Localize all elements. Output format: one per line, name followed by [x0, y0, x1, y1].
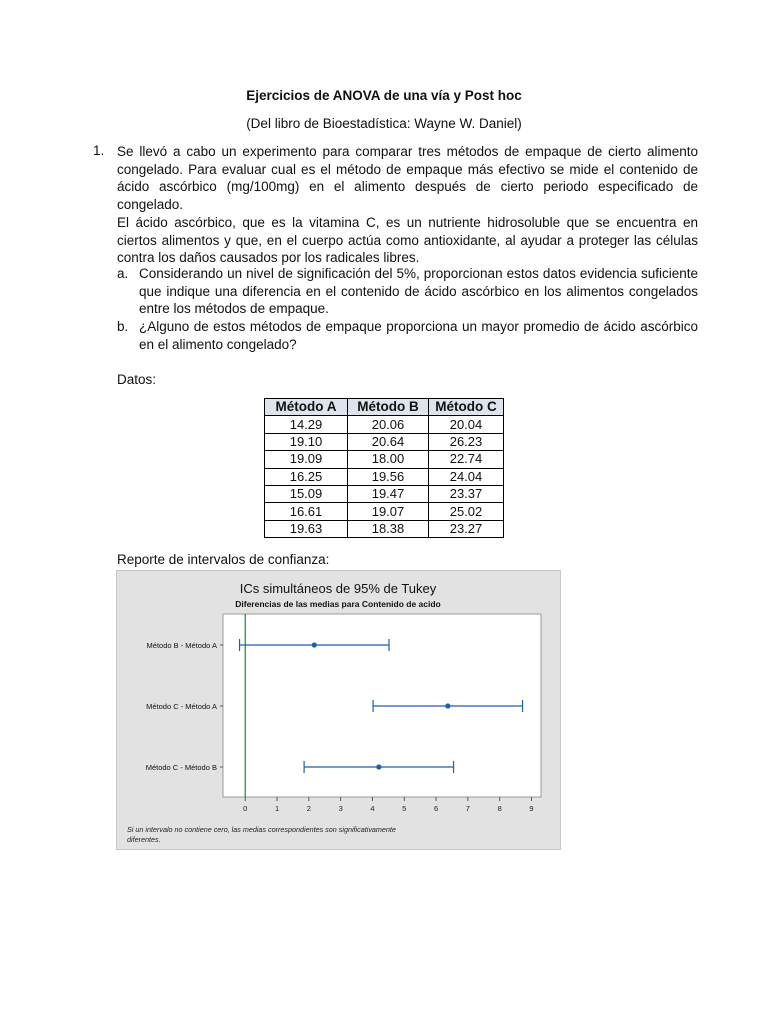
table-cell: 15.09 [265, 485, 348, 502]
table-cell: 16.25 [265, 468, 348, 485]
question-paragraph-2: El ácido ascórbico, que es la vitamina C, es un nutriente hidrosoluble que se encuentra en ciertos alimentos y que, en el cuerpo actúa como antioxidante, al ayudar a proteger las células contra los daños causados por los radicales libres. [117, 214, 698, 266]
x-axis-tick-label: 6 [433, 804, 439, 813]
table-cell: 19.47 [348, 485, 429, 502]
table-cell: 23.37 [429, 485, 504, 502]
interval-center-point [376, 764, 381, 769]
table-cell: 19.10 [265, 433, 348, 450]
table-cell: 22.74 [429, 451, 504, 468]
table-cell: 23.27 [429, 520, 504, 537]
interval-category-label: Método B - Método A [146, 641, 217, 650]
sub-question-list [117, 265, 698, 354]
table-row [265, 468, 504, 485]
table-row [265, 433, 504, 450]
table-cell: 18.00 [348, 451, 429, 468]
document-subtitle: (Del libro de Bioestadística: Wayne W. Daniel) [246, 116, 522, 131]
chart-footnote-line-1: Si un intervalo no contiene cero, las medias correspondientes son significativamente [127, 825, 396, 834]
table-cell: 24.04 [429, 468, 504, 485]
question-body [117, 143, 698, 267]
table-header: Método B [348, 399, 429, 416]
data-table [264, 398, 504, 538]
table-cell: 20.64 [348, 433, 429, 450]
table-cell: 14.29 [265, 416, 348, 433]
question-paragraph-1: Se llevó a cabo un experimento para comparar tres métodos de empaque de cierto alimento congelado. Para evaluar cual es el método de empaque más efectivo se mide el contenido de ácido ascórbico (mg/100mg) en el alimento después de cierto periodo especificado de congelado. [117, 144, 698, 213]
table-header: Método C [429, 399, 504, 416]
table-cell: 16.61 [265, 503, 348, 520]
datos-label: Datos: [117, 372, 157, 387]
table-cell: 20.04 [429, 416, 504, 433]
table-row [265, 520, 504, 537]
table-cell: 20.06 [348, 416, 429, 433]
table-header: Método A [265, 399, 348, 416]
x-axis-tick-label: 1 [274, 804, 280, 813]
chart-subtitle: Diferencias de las medias para Contenido de acido [235, 599, 441, 609]
interval-center-point [312, 642, 317, 647]
table-cell: 19.56 [348, 468, 429, 485]
sub-question-text: Considerando un nivel de significación del 5%, proporcionan estos datos evidencia suficiente que indique una diferencia en el contenido de ácido ascórbico en los alimentos congelados entre los métodos de empaque. [139, 266, 698, 317]
table-cell: 19.09 [265, 451, 348, 468]
table-cell: 18.38 [348, 520, 429, 537]
tukey-chart-svg [117, 571, 560, 849]
x-axis-tick-label: 9 [529, 804, 534, 813]
table-cell: 19.07 [348, 503, 429, 520]
table-row [265, 503, 504, 520]
table-cell: 26.23 [429, 433, 504, 450]
table-row [265, 451, 504, 468]
document-title: Ejercicios de ANOVA de una vía y Post hoc [246, 88, 522, 103]
x-axis-tick-label: 8 [497, 804, 502, 813]
interval-category-label: Método C - Método B [145, 763, 217, 772]
chart-footnote [127, 825, 398, 844]
interval-center-point [445, 703, 450, 708]
x-axis-tick-label: 3 [338, 804, 343, 813]
x-axis-tick-label: 4 [370, 804, 375, 813]
interval-category-label: Método C - Método A [146, 702, 217, 711]
x-axis-tick-label: 0 [243, 804, 248, 813]
reporte-label: Reporte de intervalos de confianza: [117, 552, 330, 567]
table-header-row [265, 399, 504, 416]
x-axis-tick-label: 7 [465, 804, 470, 813]
sub-question-text: ¿Alguno de estos métodos de empaque proporciona un mayor promedio de ácido ascórbico en el alimento congelado? [139, 319, 698, 352]
sub-question-a [117, 265, 698, 318]
sub-question-b [117, 318, 698, 353]
table-row [265, 416, 504, 433]
table-cell: 25.02 [429, 503, 504, 520]
chart-title: ICs simultáneos de 95% de Tukey [239, 581, 437, 596]
x-axis-tick-label: 2 [306, 804, 311, 813]
sub-question-letter: a. [117, 266, 129, 281]
tukey-chart [116, 570, 561, 850]
chart-footnote-line-2: diferentes. [127, 835, 161, 844]
table-cell: 19.63 [265, 520, 348, 537]
x-axis-tick-label: 5 [402, 804, 407, 813]
sub-question-letter: b. [117, 319, 129, 335]
question-number: 1. [93, 143, 105, 158]
table-row [265, 485, 504, 502]
